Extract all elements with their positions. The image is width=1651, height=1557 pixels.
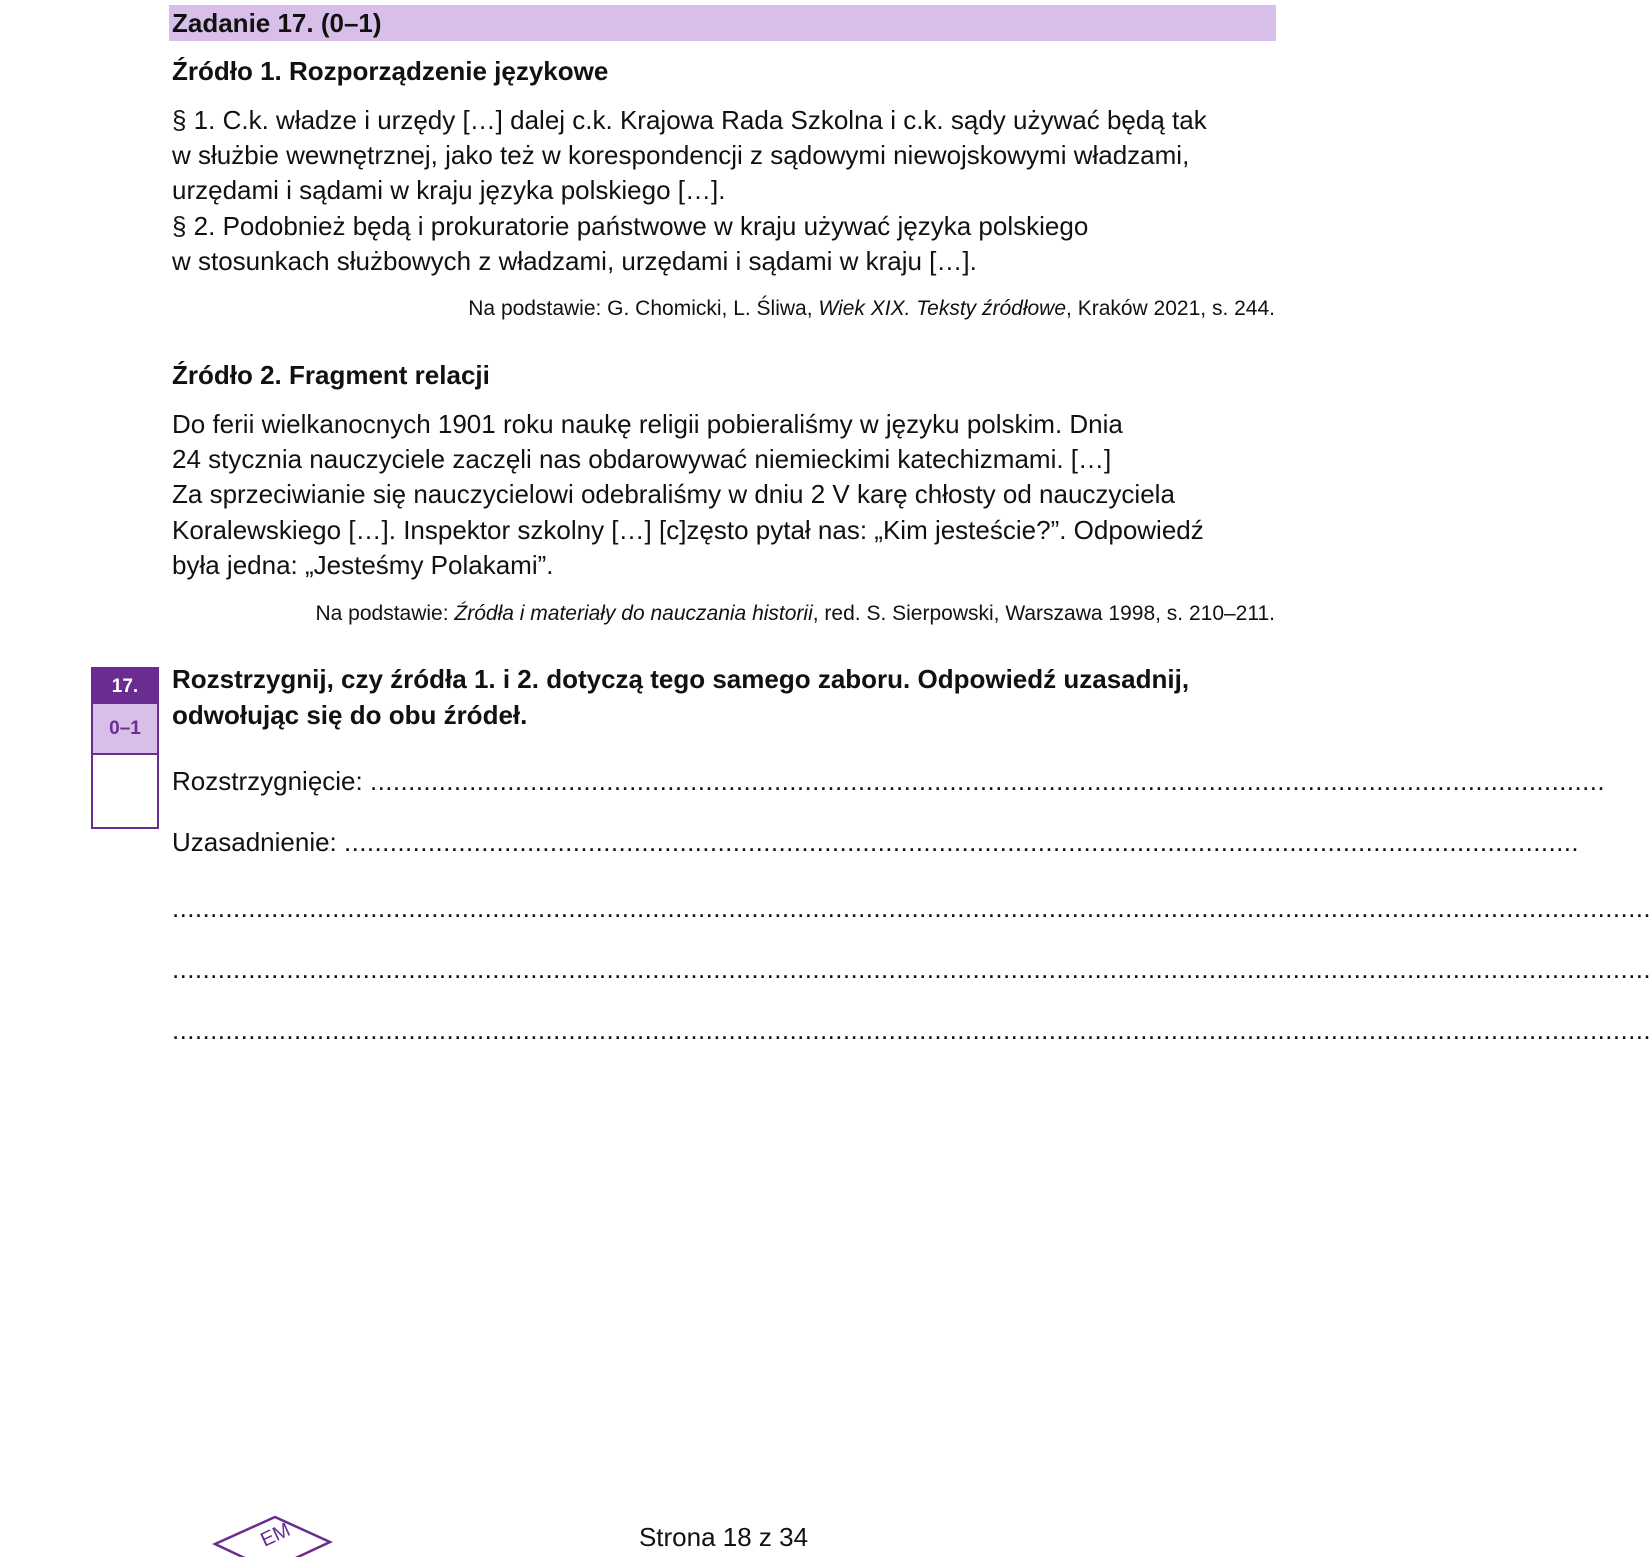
dotted-line: .................................................................................................................................................................................................. bbox=[172, 954, 1651, 984]
source2-line: 24 stycznia nauczyciele zaczęli nas obdarowywać niemieckimi katechizmami. […] bbox=[172, 444, 1112, 475]
source1-line: w służbie wewnętrznej, jako też w korespondencji z sądowymi niewojskowymi władzami, bbox=[172, 140, 1190, 171]
source1-title: Źródło 1. Rozporządzenie językowe bbox=[172, 56, 609, 86]
answer-line[interactable] bbox=[172, 1015, 1651, 1045]
justification-label: Uzasadnienie: bbox=[172, 827, 344, 857]
citation-title: Wiek XIX. Teksty źródłowe bbox=[818, 297, 1067, 320]
source1-citation bbox=[468, 296, 1275, 322]
source1-line: § 2. Podobnież będą i prokuratorie państwowe w kraju używać języka polskiego bbox=[172, 210, 1089, 241]
source2-text bbox=[172, 407, 1282, 583]
logo-text: EM bbox=[257, 1518, 294, 1552]
source2-line: Do ferii wielkanocnych 1901 roku naukę religii pobieraliśmy w języku polskim. Dnia bbox=[172, 409, 1123, 439]
citation-suffix: , Kraków 2021, s. 244. bbox=[1066, 297, 1275, 320]
source2-line: Koralewskiego […]. Inspektor szkolny […] [c]zęsto pytał nas: „Kim jesteście?”. Odpowiedź bbox=[172, 514, 1204, 545]
question-line: odwołując się do obu źródeł. bbox=[172, 699, 528, 730]
dotted-line: .................................................................................................................................................................................................. bbox=[172, 893, 1651, 923]
citation-title: Źródła i materiały do nauczania historii bbox=[454, 602, 813, 625]
source1-line: § 1. C.k. władze i urzędy […] dalej c.k. Krajowa Rada Szkolna i c.k. sądy używać będą tak bbox=[172, 105, 1207, 135]
citation-suffix: , red. S. Sierpowski, Warszawa 1998, s. 210–211. bbox=[812, 602, 1275, 625]
source2-line: Za sprzeciwianie się nauczycielowi odebraliśmy w dniu 2 V karę chłosty od nauczyciela bbox=[172, 479, 1175, 510]
justification-answer-line[interactable] bbox=[172, 827, 1580, 857]
citation-prefix: Na podstawie: bbox=[315, 602, 455, 625]
source2-citation bbox=[316, 601, 1276, 627]
task-header-bar bbox=[169, 5, 1276, 41]
dotted-line: .................................................................................................................................................................................................. bbox=[172, 1015, 1651, 1045]
answer-line[interactable] bbox=[172, 954, 1651, 984]
source2-title: Źródło 2. Fragment relacji bbox=[172, 360, 490, 390]
score-range: 0–1 bbox=[93, 704, 157, 755]
decision-label: Rozstrzygnięcie: bbox=[172, 766, 370, 796]
citation-prefix: Na podstawie: G. Chomicki, L. Śliwa, bbox=[468, 297, 819, 320]
source2-line: była jedna: „Jesteśmy Polakami”. bbox=[172, 549, 554, 580]
decision-answer-line[interactable] bbox=[172, 766, 1605, 796]
answer-line[interactable] bbox=[172, 893, 1651, 923]
dotted-line: .................................................................................................................................................................. bbox=[344, 827, 1580, 857]
source1-text bbox=[172, 103, 1282, 279]
question-text bbox=[172, 662, 1189, 733]
score-box bbox=[91, 667, 159, 829]
task-title: Zadanie 17. (0–1) bbox=[172, 8, 382, 38]
source1-line: urzędami i sądami w kraju języka polskiego […]. bbox=[172, 175, 726, 206]
page-number: Strona 18 z 34 bbox=[638, 1522, 809, 1552]
dotted-line: .................................................................................................................................................................. bbox=[369, 766, 1605, 796]
question-line: Rozstrzygnij, czy źródła 1. i 2. dotyczą tego samego zaboru. Odpowiedź uzasadnij, bbox=[172, 664, 1190, 694]
source1-line: w stosunkach służbowych z władzami, urzędami i sądami w kraju […]. bbox=[172, 245, 977, 276]
task-number-badge: 17. bbox=[93, 669, 157, 704]
